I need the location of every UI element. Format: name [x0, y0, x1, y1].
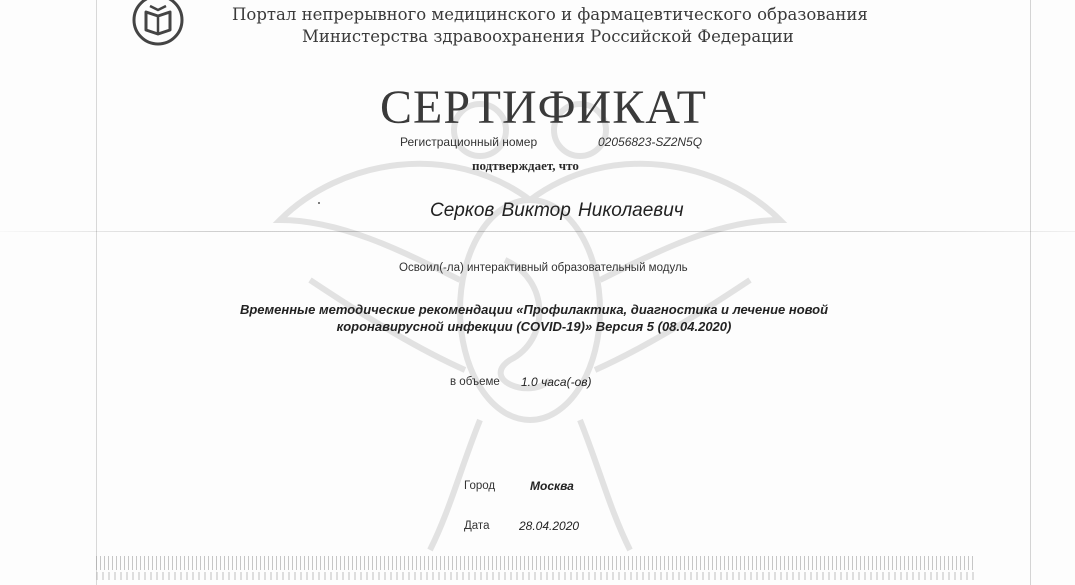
- volume-value: 1.0 часа(-ов): [521, 375, 592, 389]
- portal-name-line1: Портал непрерывного медицинского и фармацевтического образования: [232, 5, 868, 24]
- scan-speck: [318, 202, 320, 204]
- border-ornament: [96, 556, 976, 570]
- registration-number: 02056823-SZ2N5Q: [598, 135, 703, 149]
- scan-edge-left: [96, 0, 97, 585]
- volume-label: в объеме: [450, 376, 500, 388]
- paper-fold-line: [0, 231, 1075, 232]
- scan-edge-right: [1030, 0, 1031, 585]
- mastered-text: Освоил(-ла) интерактивный образовательный модуль: [399, 262, 688, 274]
- city-value: Москва: [530, 479, 574, 493]
- recipient-name: Серков Виктор Николаевич: [430, 200, 684, 221]
- module-name: [200, 301, 868, 335]
- book-shield-icon: [130, 0, 186, 48]
- city-label: Город: [464, 480, 496, 492]
- border-ornament-lower: [96, 572, 976, 580]
- module-name-line1: Временные методические рекомендации «Профилактика, диагностика и лечение новой: [239, 302, 829, 317]
- date-value: 28.04.2020: [519, 519, 580, 533]
- confirms-text: подтверждает, что: [472, 158, 579, 173]
- module-name-line2: коронавирусной инфекции (COVID-19)» Версия 5 (08.04.2020): [336, 319, 732, 334]
- portal-name: [232, 4, 868, 48]
- registration-label: Регистрационный номер: [400, 135, 538, 149]
- date-label: Дата: [464, 520, 490, 532]
- portal-name-line2: Министерства здравоохранения Российской Федерации: [302, 27, 794, 46]
- certificate-title: СЕРТИФИКАТ: [380, 81, 707, 134]
